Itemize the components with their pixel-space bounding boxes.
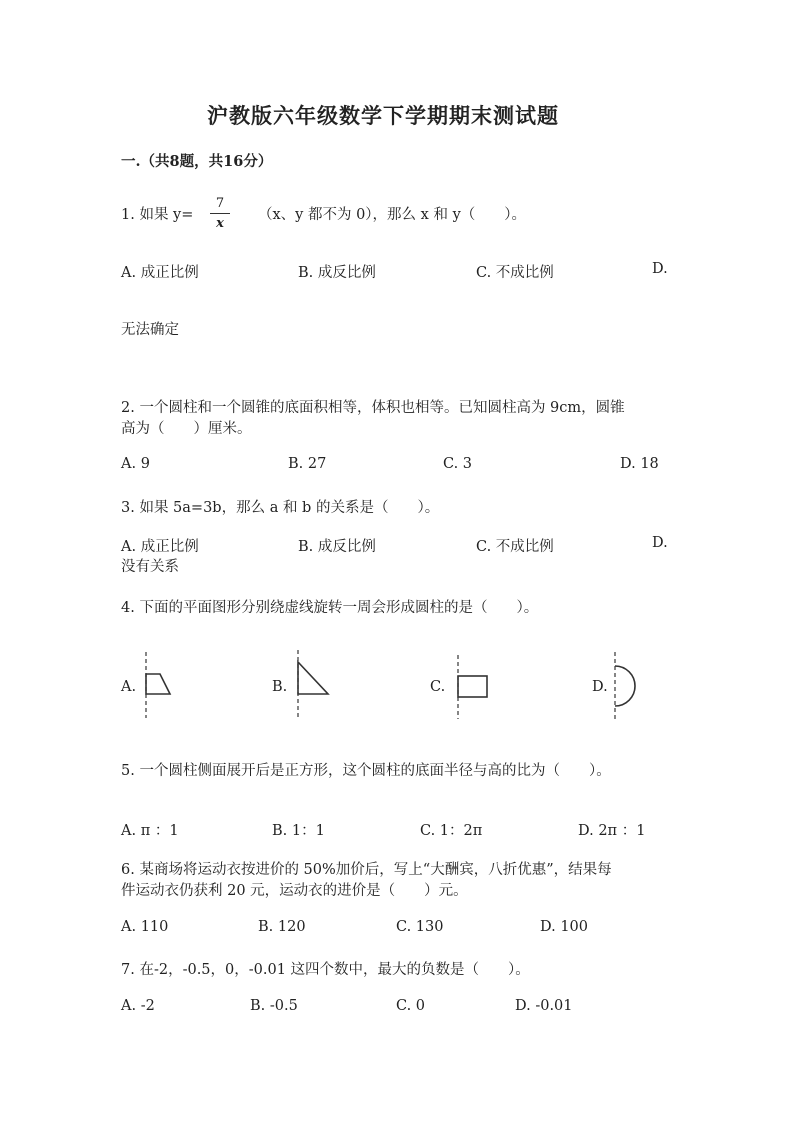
q4-label-b: B. [272,679,288,695]
right-triangle-figure [290,650,335,720]
q2-stem-line1: 2. 一个圆柱和一个圆锥的底面积相等，体积也相等。已知圆柱高为 9cm，圆锥 [121,400,625,416]
q7-stem: 7. 在-2，-0.5，0，-0.01 这四个数中，最大的负数是（ ）。 [121,962,530,978]
q4-label-d: D. [592,679,608,695]
q1-option-d: D. [652,261,668,277]
q3-option-d: D. [652,535,668,551]
q4-label-a: A. [121,679,137,695]
q5-option-b: B. 1：1 [272,823,325,839]
fraction-bar [210,213,230,214]
page-title: 沪教版六年级数学下学期期末测试题 [207,103,559,128]
q6-stem-line1: 6. 某商场将运动衣按进价的 50%加价后，写上“大酬宾，八折优惠”，结果每 [121,862,612,878]
q6-stem-line2: 件运动衣仍获利 20 元，运动衣的进价是（ ）元。 [121,883,468,899]
q3-option-d-text: 没有关系 [121,559,179,575]
q6-option-a: A. 110 [121,919,169,935]
section-header: 一.（共8题，共16分） [121,153,273,170]
q5-option-c: C. 1：2π [420,823,483,839]
q4-label-c: C. [430,679,446,695]
q1-option-d-text: 无法确定 [121,322,179,338]
q7-option-c: C. 0 [396,998,426,1014]
q5-stem: 5. 一个圆柱侧面展开后是正方形，这个圆柱的底面半径与高的比为（ ）。 [121,763,611,779]
q1-fraction-denominator: x [216,216,224,231]
q6-option-d: D. 100 [540,919,589,935]
q3-option-c: C. 不成比例 [476,539,554,555]
trapezoid-figure [138,652,178,720]
q6-option-b: B. 120 [258,919,306,935]
q6-option-c: C. 130 [396,919,444,935]
q1-option-c: C. 不成比例 [476,265,554,281]
q1-option-a: A. 成正比例 [121,265,199,281]
q2-option-a: A. 9 [121,456,150,472]
q7-option-b: B. -0.5 [250,998,298,1014]
rectangle-figure [450,655,495,721]
q1-stem-start: 1. 如果 y= [121,207,194,223]
q2-stem-line2: 高为（ ）厘米。 [121,421,252,437]
q7-option-d: D. -0.01 [515,998,573,1014]
q1-fraction [210,196,230,231]
q4-stem: 4. 下面的平面图形分别绕虚线旋转一周会形成圆柱的是（ ）。 [121,600,539,616]
q3-option-b: B. 成反比例 [298,539,376,555]
q3-option-a: A. 成正比例 [121,539,199,555]
semicircle-figure [607,652,647,722]
q1-fraction-numerator: 7 [215,196,225,211]
q2-option-b: B. 27 [288,456,327,472]
q2-option-c: C. 3 [443,456,473,472]
q5-option-a: A. π ：1 [121,823,179,839]
q1-stem-end: （x、y 都不为 0），那么 x 和 y（ ）。 [258,207,527,223]
q3-stem: 3. 如果 5a=3b，那么 a 和 b 的关系是（ ）。 [121,500,440,516]
q2-option-d: D. 18 [620,456,659,472]
q1-option-b: B. 成反比例 [298,265,376,281]
q7-option-a: A. -2 [121,998,155,1014]
q5-option-d: D. 2π ：1 [578,823,646,839]
